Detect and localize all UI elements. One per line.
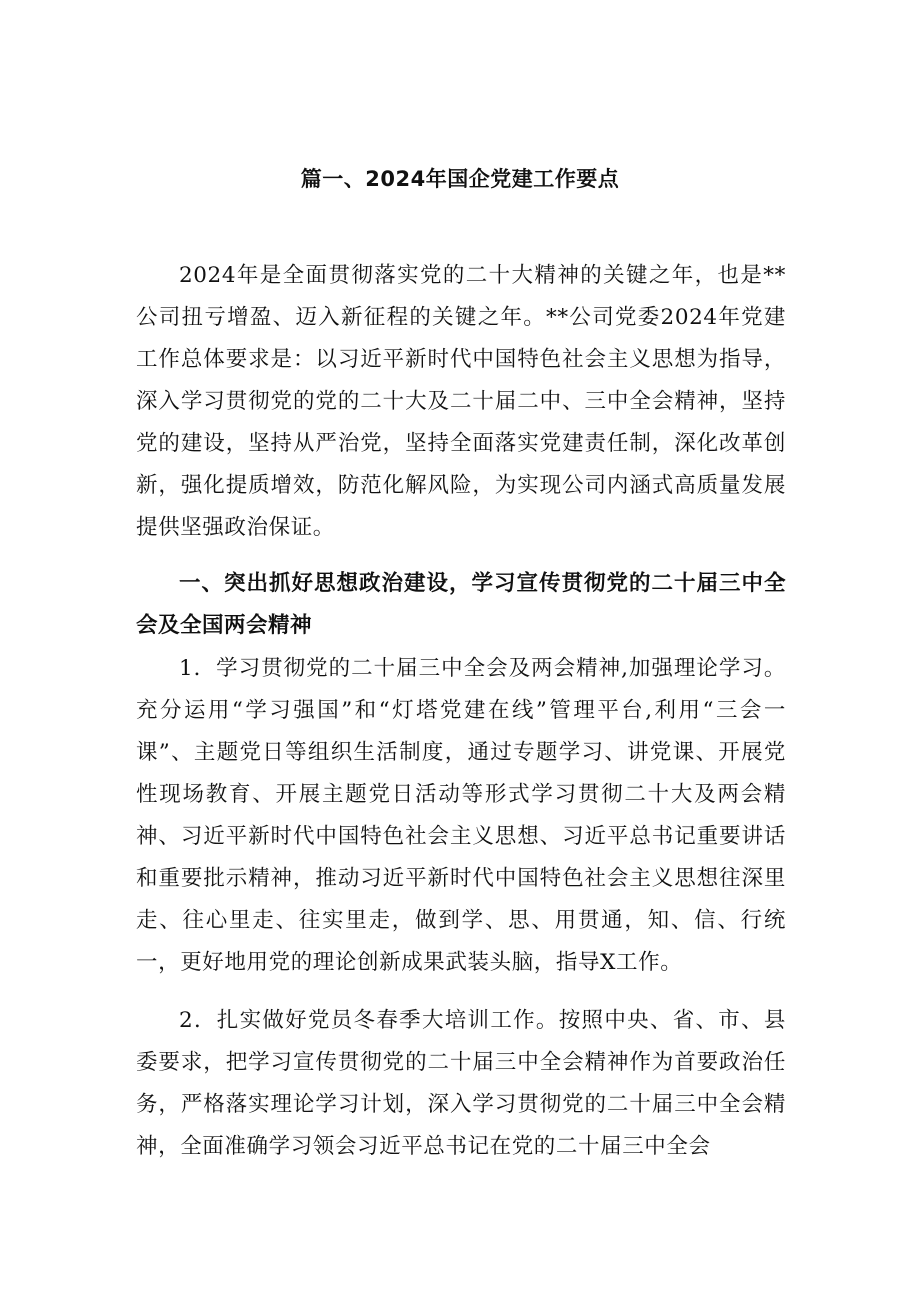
document-title: 篇一、2024年国企党建工作要点 bbox=[300, 167, 620, 191]
item-2-paragraph: 2．扎实做好党员冬春季大培训工作。按照中央、省、市、县委要求，把学习宣传贯彻党的二十届三中全会精神作为首要政治任务，严格落实理论学习计划，深入学习贯彻党的二十届三中全会精神，全面准确学习领会习近平总书记在党的二十届三中全会 bbox=[136, 1008, 786, 1159]
item-1-paragraph: 1．学习贯彻党的二十届三中全会及两会精神,加强理论学习。充分运用“学习强国”和“灯塔党建在线”管理平台,利用“三会一课”、主题党日等组织生活制度，通过专题学习、讲党课、开展党性现场教育、开展主题党日活动等形式学习贯彻二十大及两会精神、习近平新时代中国特色社会主义思想、习近平总书记重要讲话和重要批示精神，推动习近平新时代中国特色社会主义思想往深里走、往心里走、往实里走，做到学、思、用贯通，知、信、行统一，更好地用党的理论创新成果武装头脑，指导X工作。 bbox=[136, 656, 786, 975]
section-heading-1: 一、突出抓好思想政治建设，学习宣传贯彻党的二十届三中全会及全国两会精神 bbox=[136, 571, 786, 638]
intro-paragraph: 2024年是全面贯彻落实党的二十大精神的关键之年，也是**公司扭亏增盈、迈入新征程的关键之年。**公司党委2024年党建工作总体要求是：以习近平新时代中国特色社会主义思想为指导，深入学习贯彻党的党的二十大及二十届二中、三中全会精神，坚持党的建设，坚持从严治党，坚持全面落实党建责任制，深化改革创新，强化提质增效，防范化解风险，为实现公司内涵式高质量发展提供坚强政治保证。 bbox=[136, 263, 786, 540]
